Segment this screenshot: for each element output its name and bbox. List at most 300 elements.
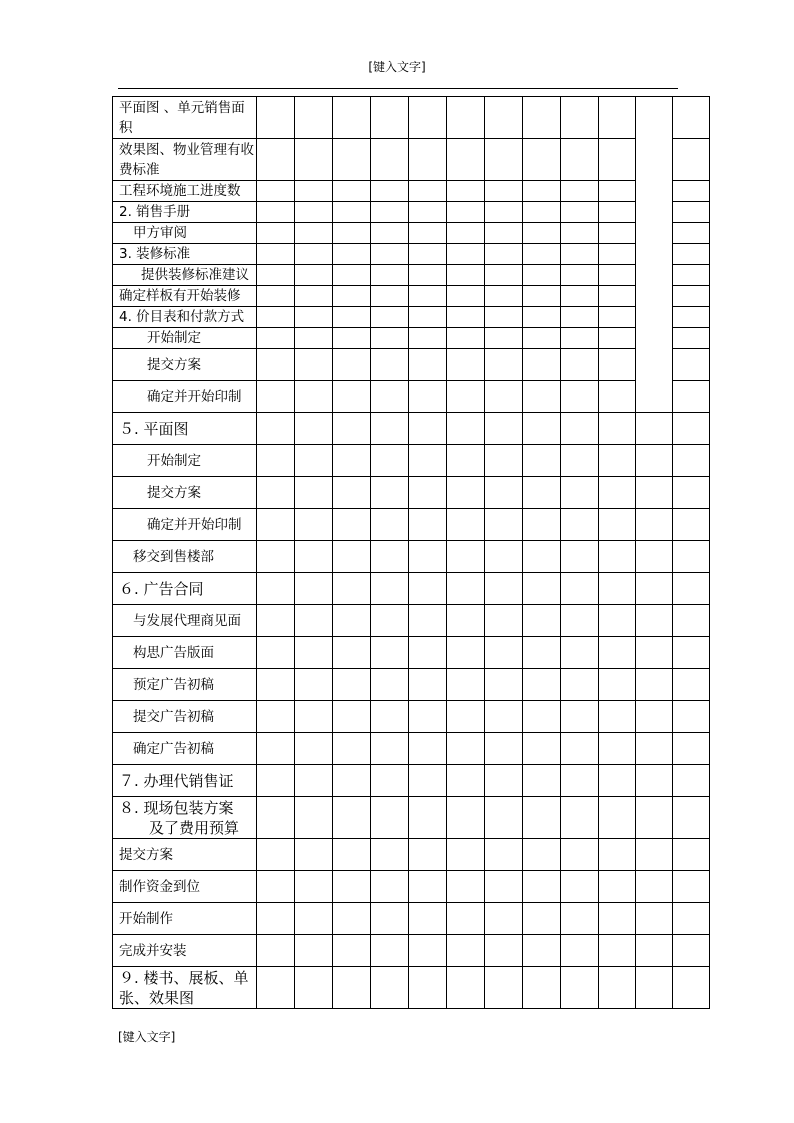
schedule-cell: [485, 573, 523, 605]
schedule-cell: [371, 903, 409, 935]
schedule-cell: [295, 349, 333, 381]
schedule-cell: [523, 202, 561, 223]
schedule-cell: [673, 839, 710, 871]
schedule-cell: [599, 477, 636, 509]
schedule-cell: [333, 328, 371, 349]
schedule-cell: [599, 541, 636, 573]
schedule-cell: [295, 265, 333, 286]
schedule-cell: [333, 413, 371, 445]
schedule-cell: [673, 509, 710, 541]
schedule-cell: [485, 477, 523, 509]
task-label: 移交到售楼部: [133, 548, 214, 565]
schedule-cell: [447, 573, 485, 605]
schedule-cell: [485, 669, 523, 701]
schedule-cell: [599, 509, 636, 541]
schedule-cell: [673, 139, 710, 181]
schedule-cell: [295, 765, 333, 797]
schedule-cell: [636, 509, 673, 541]
task-label-cell: [113, 839, 257, 871]
schedule-cell: [523, 541, 561, 573]
task-label: ６. 广告合同: [119, 579, 204, 598]
schedule-cell: [523, 797, 561, 839]
schedule-cell: [333, 477, 371, 509]
schedule-cell: [371, 765, 409, 797]
schedule-cell: [673, 286, 710, 307]
task-label: 甲方审阅: [133, 225, 187, 241]
schedule-cell: [409, 97, 447, 139]
schedule-cell: [673, 307, 710, 328]
schedule-cell: [295, 413, 333, 445]
schedule-cell: [333, 733, 371, 765]
schedule-cell: [409, 541, 447, 573]
schedule-cell: [636, 839, 673, 871]
task-label: 制作资金到位: [119, 878, 200, 895]
schedule-cell: [673, 573, 710, 605]
schedule-cell: [599, 733, 636, 765]
schedule-cell: [333, 307, 371, 328]
schedule-cell: [257, 381, 295, 413]
table-row: [113, 413, 710, 445]
schedule-cell: [257, 477, 295, 509]
schedule-cell: [409, 765, 447, 797]
schedule-cell: [409, 349, 447, 381]
schedule-cell: [523, 445, 561, 477]
schedule-cell: [561, 265, 599, 286]
table-row: [113, 349, 710, 381]
task-label-cell: [113, 871, 257, 903]
schedule-cell: [523, 139, 561, 181]
schedule-cell: [636, 413, 673, 445]
table-row: [113, 797, 710, 839]
schedule-cell: [636, 701, 673, 733]
schedule-cell: [636, 637, 673, 669]
table-row: [113, 669, 710, 701]
task-label-cell: [113, 733, 257, 765]
schedule-cell: [371, 669, 409, 701]
table-row: [113, 181, 710, 202]
schedule-cell: [636, 97, 673, 413]
schedule-cell: [561, 349, 599, 381]
schedule-cell: [257, 967, 295, 1009]
task-label: 开始制定: [147, 330, 201, 346]
schedule-cell: [599, 935, 636, 967]
schedule-cell: [599, 202, 636, 223]
task-label: 确定并开始印制: [147, 516, 242, 533]
schedule-cell: [599, 349, 636, 381]
schedule-cell: [599, 669, 636, 701]
schedule-cell: [333, 97, 371, 139]
task-label-cell: [113, 573, 257, 605]
schedule-cell: [561, 223, 599, 244]
schedule-cell: [257, 637, 295, 669]
task-label: 3. 装修标准: [119, 246, 191, 262]
schedule-cell: [485, 139, 523, 181]
schedule-cell: [561, 967, 599, 1009]
schedule-cell: [409, 307, 447, 328]
table-row: [113, 97, 710, 139]
schedule-cell: [485, 181, 523, 202]
schedule-cell: [523, 573, 561, 605]
task-label: 工程环境施工进度数: [119, 183, 241, 199]
schedule-cell: [409, 903, 447, 935]
schedule-cell: [447, 935, 485, 967]
task-label-cell: [113, 765, 257, 797]
schedule-cell: [561, 286, 599, 307]
schedule-cell: [257, 839, 295, 871]
schedule-cell: [561, 381, 599, 413]
schedule-cell: [257, 871, 295, 903]
schedule-cell: [636, 871, 673, 903]
schedule-cell: [409, 701, 447, 733]
schedule-cell: [371, 839, 409, 871]
schedule-cell: [447, 839, 485, 871]
schedule-cell: [371, 286, 409, 307]
schedule-cell: [599, 97, 636, 139]
task-label-cell: [113, 328, 257, 349]
table-row: [113, 244, 710, 265]
schedule-cell: [333, 839, 371, 871]
schedule-cell: [295, 97, 333, 139]
schedule-cell: [485, 509, 523, 541]
task-label-cell: [113, 139, 257, 181]
schedule-cell: [447, 97, 485, 139]
table-row: [113, 573, 710, 605]
page-header-text: [键入文字]: [368, 60, 426, 74]
schedule-cell: [485, 765, 523, 797]
schedule-cell: [673, 733, 710, 765]
schedule-cell: [523, 477, 561, 509]
task-label-cell: [113, 669, 257, 701]
task-label: ９. 楼书、展板、单张、效果图: [119, 968, 249, 1007]
task-label-cell: [113, 286, 257, 307]
table-row: [113, 139, 710, 181]
schedule-cell: [599, 286, 636, 307]
schedule-cell: [333, 381, 371, 413]
schedule-cell: [257, 541, 295, 573]
schedule-cell: [333, 223, 371, 244]
schedule-cell: [447, 265, 485, 286]
schedule-cell: [333, 139, 371, 181]
task-label: 开始制作: [119, 910, 173, 927]
schedule-cell: [333, 445, 371, 477]
schedule-cell: [409, 413, 447, 445]
schedule-cell: [409, 871, 447, 903]
schedule-cell: [333, 605, 371, 637]
schedule-cell: [257, 701, 295, 733]
schedule-cell: [561, 765, 599, 797]
schedule-cell: [485, 871, 523, 903]
schedule-cell: [333, 573, 371, 605]
table-row: [113, 765, 710, 797]
schedule-cell: [409, 286, 447, 307]
schedule-cell: [673, 381, 710, 413]
task-label: ５. 平面图: [119, 419, 189, 438]
schedule-cell: [257, 797, 295, 839]
schedule-cell: [599, 265, 636, 286]
schedule-cell: [409, 839, 447, 871]
schedule-cell: [599, 139, 636, 181]
schedule-cell: [295, 381, 333, 413]
schedule-cell: [636, 573, 673, 605]
table-row: [113, 935, 710, 967]
schedule-cell: [636, 605, 673, 637]
schedule-cell: [636, 669, 673, 701]
task-label-cell: [113, 202, 257, 223]
schedule-cell: [523, 669, 561, 701]
schedule-cell: [447, 903, 485, 935]
schedule-cell: [409, 477, 447, 509]
schedule-cell: [599, 701, 636, 733]
schedule-cell: [257, 573, 295, 605]
schedule-cell: [523, 413, 561, 445]
task-label: ８. 现场包装方案 及了费用预算: [119, 798, 240, 837]
schedule-cell: [447, 605, 485, 637]
schedule-cell: [561, 413, 599, 445]
schedule-cell: [409, 509, 447, 541]
schedule-cell: [673, 328, 710, 349]
schedule-cell: [599, 871, 636, 903]
schedule-cell: [409, 139, 447, 181]
schedule-cell: [673, 701, 710, 733]
schedule-cell: [561, 541, 599, 573]
schedule-cell: [371, 541, 409, 573]
schedule-cell: [295, 445, 333, 477]
schedule-cell: [599, 903, 636, 935]
schedule-cell: [447, 139, 485, 181]
schedule-cell: [295, 669, 333, 701]
schedule-cell: [523, 605, 561, 637]
schedule-cell: [295, 223, 333, 244]
schedule-cell: [561, 181, 599, 202]
schedule-cell: [333, 509, 371, 541]
schedule-cell: [447, 871, 485, 903]
task-label-cell: [113, 509, 257, 541]
table-row: [113, 967, 710, 1009]
schedule-cell: [485, 637, 523, 669]
task-label-cell: [113, 244, 257, 265]
schedule-cell: [636, 935, 673, 967]
schedule-cell: [485, 97, 523, 139]
schedule-cell: [485, 541, 523, 573]
schedule-cell: [447, 765, 485, 797]
table-row: [113, 307, 710, 328]
schedule-cell: [295, 541, 333, 573]
task-label: 提交方案: [119, 846, 173, 863]
table-row: [113, 223, 710, 244]
table-row: [113, 903, 710, 935]
schedule-cell: [447, 797, 485, 839]
table-row: [113, 605, 710, 637]
schedule-cell: [599, 223, 636, 244]
task-label: 提供装修标准建议: [141, 267, 249, 283]
schedule-cell: [673, 413, 710, 445]
schedule-cell: [447, 733, 485, 765]
schedule-cell: [561, 307, 599, 328]
schedule-cell: [447, 701, 485, 733]
task-label-cell: [113, 445, 257, 477]
schedule-cell: [447, 202, 485, 223]
task-label: ７. 办理代销售证: [119, 771, 234, 790]
schedule-cell: [371, 477, 409, 509]
table-row: [113, 509, 710, 541]
schedule-cell: [485, 286, 523, 307]
schedule-cell: [485, 797, 523, 839]
schedule-cell: [333, 701, 371, 733]
schedule-cell: [673, 477, 710, 509]
schedule-cell: [485, 349, 523, 381]
schedule-cell: [599, 765, 636, 797]
schedule-cell: [295, 903, 333, 935]
task-label-cell: [113, 181, 257, 202]
schedule-cell: [673, 223, 710, 244]
schedule-cell: [485, 701, 523, 733]
task-label: 2. 销售手册: [119, 204, 191, 220]
schedule-cell: [333, 935, 371, 967]
schedule-cell: [673, 605, 710, 637]
schedule-cell: [447, 541, 485, 573]
schedule-cell: [636, 445, 673, 477]
schedule-cell: [295, 202, 333, 223]
schedule-cell: [409, 445, 447, 477]
schedule-cell: [561, 637, 599, 669]
schedule-cell: [599, 839, 636, 871]
schedule-cell: [371, 733, 409, 765]
schedule-cell: [447, 413, 485, 445]
schedule-cell: [447, 328, 485, 349]
schedule-cell: [257, 181, 295, 202]
schedule-cell: [257, 307, 295, 328]
schedule-cell: [409, 935, 447, 967]
schedule-cell: [447, 509, 485, 541]
schedule-cell: [485, 381, 523, 413]
schedule-cell: [333, 637, 371, 669]
schedule-cell: [371, 223, 409, 244]
schedule-cell: [295, 573, 333, 605]
schedule-cell: [295, 871, 333, 903]
schedule-cell: [485, 903, 523, 935]
schedule-cell: [371, 139, 409, 181]
task-label-cell: [113, 903, 257, 935]
schedule-cell: [599, 797, 636, 839]
schedule-cell: [371, 573, 409, 605]
schedule-cell: [257, 509, 295, 541]
schedule-cell: [371, 509, 409, 541]
schedule-cell: [295, 701, 333, 733]
schedule-cell: [333, 765, 371, 797]
task-label-cell: [113, 637, 257, 669]
table-row: [113, 637, 710, 669]
page-footer-text: [键入文字]: [118, 1030, 176, 1044]
schedule-cell: [257, 903, 295, 935]
schedule-cell: [333, 202, 371, 223]
schedule-cell: [371, 605, 409, 637]
schedule-cell: [409, 181, 447, 202]
schedule-cell: [295, 637, 333, 669]
schedule-cell: [599, 605, 636, 637]
schedule-cell: [409, 202, 447, 223]
schedule-cell: [295, 935, 333, 967]
schedule-cell: [673, 97, 710, 139]
schedule-cell: [599, 244, 636, 265]
schedule-cell: [257, 97, 295, 139]
schedule-cell: [447, 349, 485, 381]
schedule-cell: [333, 286, 371, 307]
schedule-cell: [257, 413, 295, 445]
task-label: 与发展代理商见面: [133, 612, 241, 629]
schedule-cell: [409, 223, 447, 244]
schedule-cell: [257, 669, 295, 701]
schedule-cell: [485, 967, 523, 1009]
schedule-cell: [636, 797, 673, 839]
schedule-cell: [257, 286, 295, 307]
table-row: [113, 541, 710, 573]
schedule-cell: [561, 605, 599, 637]
schedule-cell: [447, 181, 485, 202]
schedule-cell: [371, 637, 409, 669]
schedule-cell: [371, 307, 409, 328]
schedule-cell: [523, 244, 561, 265]
schedule-cell: [673, 445, 710, 477]
schedule-cell: [371, 871, 409, 903]
schedule-cell: [295, 509, 333, 541]
schedule-cell: [295, 797, 333, 839]
schedule-cell: [523, 223, 561, 244]
schedule-cell: [295, 967, 333, 1009]
schedule-cell: [447, 381, 485, 413]
schedule-cell: [333, 797, 371, 839]
task-label-cell: [113, 605, 257, 637]
table-row: [113, 202, 710, 223]
schedule-cell: [257, 765, 295, 797]
schedule-cell: [295, 839, 333, 871]
schedule-cell: [673, 797, 710, 839]
schedule-cell: [295, 477, 333, 509]
task-label: 构思广告版面: [133, 644, 214, 661]
schedule-cell: [333, 349, 371, 381]
schedule-cell: [561, 733, 599, 765]
schedule-cell: [447, 637, 485, 669]
schedule-cell: [485, 605, 523, 637]
schedule-cell: [257, 733, 295, 765]
schedule-cell: [561, 202, 599, 223]
schedule-cell: [409, 797, 447, 839]
schedule-cell: [257, 605, 295, 637]
schedule-cell: [447, 967, 485, 1009]
schedule-cell: [673, 181, 710, 202]
schedule-cell: [371, 445, 409, 477]
schedule-cell: [561, 839, 599, 871]
schedule-cell: [333, 871, 371, 903]
schedule-cell: [561, 97, 599, 139]
task-label: 4. 价目表和付款方式: [119, 309, 245, 325]
table-row: [113, 477, 710, 509]
schedule-cell: [673, 244, 710, 265]
schedule-cell: [523, 903, 561, 935]
schedule-cell: [523, 967, 561, 1009]
schedule-cell: [523, 701, 561, 733]
task-label-cell: [113, 701, 257, 733]
task-label-cell: [113, 797, 257, 839]
schedule-cell: [523, 733, 561, 765]
schedule-cell: [409, 637, 447, 669]
schedule-cell: [561, 871, 599, 903]
schedule-cell: [257, 265, 295, 286]
schedule-cell: [409, 967, 447, 1009]
schedule-cell: [447, 477, 485, 509]
table-row: [113, 328, 710, 349]
schedule-cell: [561, 477, 599, 509]
schedule-cell: [295, 181, 333, 202]
